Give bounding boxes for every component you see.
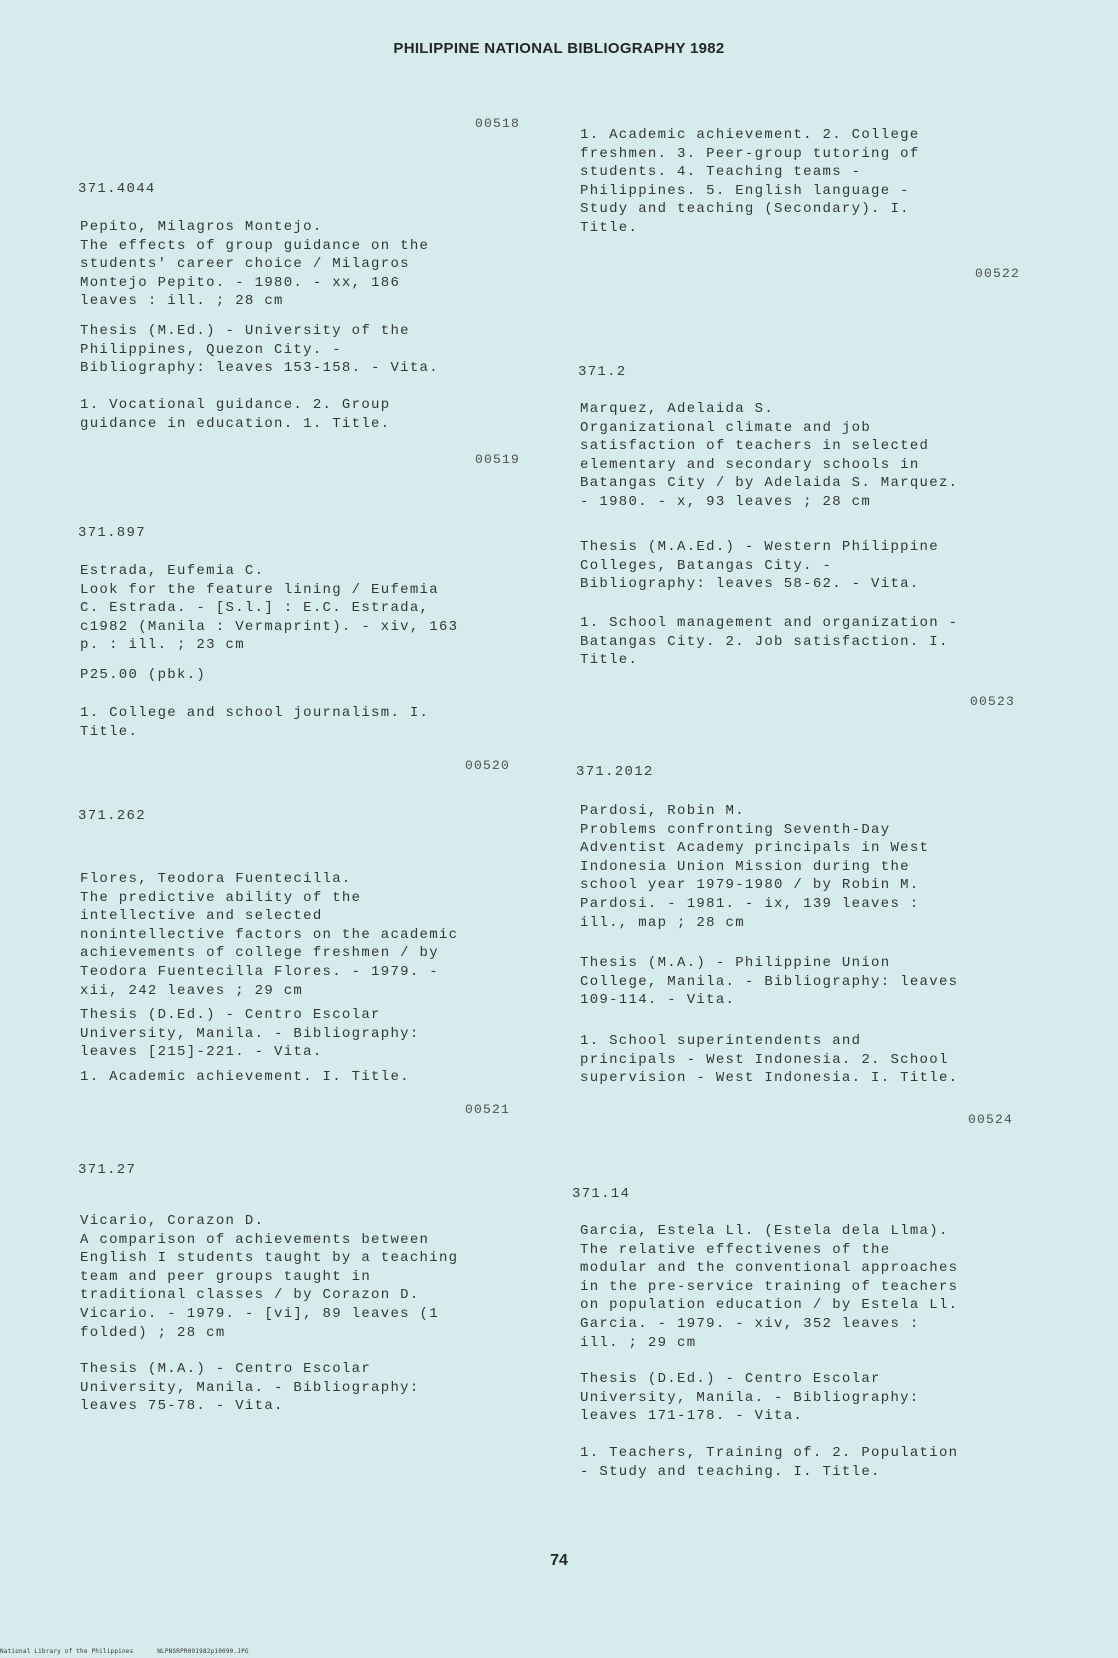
entry-subjects: 1. Academic achievement. I. Title. [80,1069,410,1085]
entry-description: Garcia, Estela Ll. (Estela dela Llma). The relative effectivenes of the modular and the conventional approaches in the pre-service training of teachers on population education / by Estela Ll. Garcia. - 1979. - xiv, 352 leaves : ill. ; 29 cm [580,1223,959,1351]
entry-description: Vicario, Corazon D. A comparison of achievements between English I students taught by a teaching team and peer groups taught in traditional classes / by Corazon D. Vicario. - 1979. - [vi], 89 leaves (1 folded) ; 28 cm [80,1213,459,1341]
entry-subjects: 1. School management and organization - Batangas City. 2. Job satisfaction. I. Title. [580,615,959,669]
entry-subjects: 1. Vocational guidance. 2. Group guidance in education. 1. Title. [80,397,391,432]
class-number: 371.2012 [576,764,654,780]
class-number: 371.2 [578,364,627,380]
class-number: 371.897 [78,525,146,541]
entry-note: Thesis (M.A.) - Philippine Union College, Manila. - Bibliography: leaves 109-114. - Vita. [580,955,959,1009]
entry-subjects: 1. College and school journalism. I. Title. [80,705,430,740]
entry-subjects: 1. School superintendents and principals - West Indonesia. 2. School supervision - West Indonesia. I. Title. [580,1033,959,1087]
entry-description: Pepito, Milagros Montejo. The effects of group guidance on the students' career choice / Milagros Montejo Pepito. - 1980. - xx, 186 leaves : ill. ; 28 cm [80,219,430,310]
entry-description: Estrada, Eufemia C. Look for the feature lining / Eufemia C. Estrada. - [S.l.] : E.C. Estrada, c1982 (Manila : Vermaprint). - xiv, 163 p. : ill. ; 23 cm [80,563,459,654]
entry-note: Thesis (M.A.Ed.) - Western Philippine Colleges, Batangas City. - Bibliography: leaves 58-62. - Vita. [580,539,939,593]
entry-number: 00519 [475,452,521,467]
entry-note: Thesis (D.Ed.) - Centro Escolar University, Manila. - Bibliography: leaves [215]-221. - Vita. [80,1007,420,1061]
class-number: 371.27 [78,1162,137,1178]
entry-number: 00523 [970,694,1016,709]
class-number: 371.14 [572,1186,631,1202]
entry-subjects: 1. Teachers, Training of. 2. Population - Study and teaching. I. Title. [580,1445,959,1480]
entry-note: Thesis (M.A.) - Centro Escolar University, Manila. - Bibliography: leaves 75-78. - Vita. [80,1361,420,1415]
entry-description: Pardosi, Robin M. Problems confronting Seventh-Day Adventist Academy principals in West Indonesia Union Mission during the school year 1979-1980 / by Robin M. Pardosi. - 1981. - ix, 139 leaves : ill., map ; 28 cm [580,803,930,931]
page-number: 74 [550,1552,568,1569]
entry-description: Flores, Teodora Fuentecilla. The predictive ability of the intellective and selected nonintellective factors on the academic achievements of college freshmen / by Teodora Fuentecilla Flores. - 1979. - xii, 242 leaves ; 29 cm [80,871,459,999]
class-number: 371.262 [78,808,146,824]
entry-number: 00520 [465,758,511,773]
entry-subjects: 1. Academic achievement. 2. College freshmen. 3. Peer-group tutoring of students. 4. Teaching teams - Philippines. 5. English language - Study and teaching (Secondary). I. Title. [580,127,920,236]
entry-description: Marquez, Adelaida S. Organizational climate and job satisfaction of teachers in selected elementary and secondary schools in Batangas City / by Adelaida S. Marquez. - 1980. - x, 93 leaves ; 28 cm [580,401,959,510]
image-filename: NLPNSRPR091982p10090.JPG [157,1648,249,1655]
page-title: PHILIPPINE NATIONAL BIBLIOGRAPHY 1982 [393,40,725,57]
entry-note: Thesis (M.Ed.) - University of the Philippines, Quezon City. - Bibliography: leaves 153-158. - Vita. [80,323,439,377]
class-number: 371.4044 [78,181,156,197]
entry-number: 00524 [968,1112,1014,1127]
entry-number: 00518 [475,116,521,131]
library-credit: National Library of the Philippines [0,1648,134,1655]
entry-price: P25.00 (pbk.) [80,667,207,683]
entry-number: 00521 [465,1102,511,1117]
entry-note: Thesis (D.Ed.) - Centro Escolar University, Manila. - Bibliography: leaves 171-178. - Vita. [580,1371,920,1425]
scan-footer [0,1648,269,1655]
entry-number: 00522 [975,266,1021,281]
